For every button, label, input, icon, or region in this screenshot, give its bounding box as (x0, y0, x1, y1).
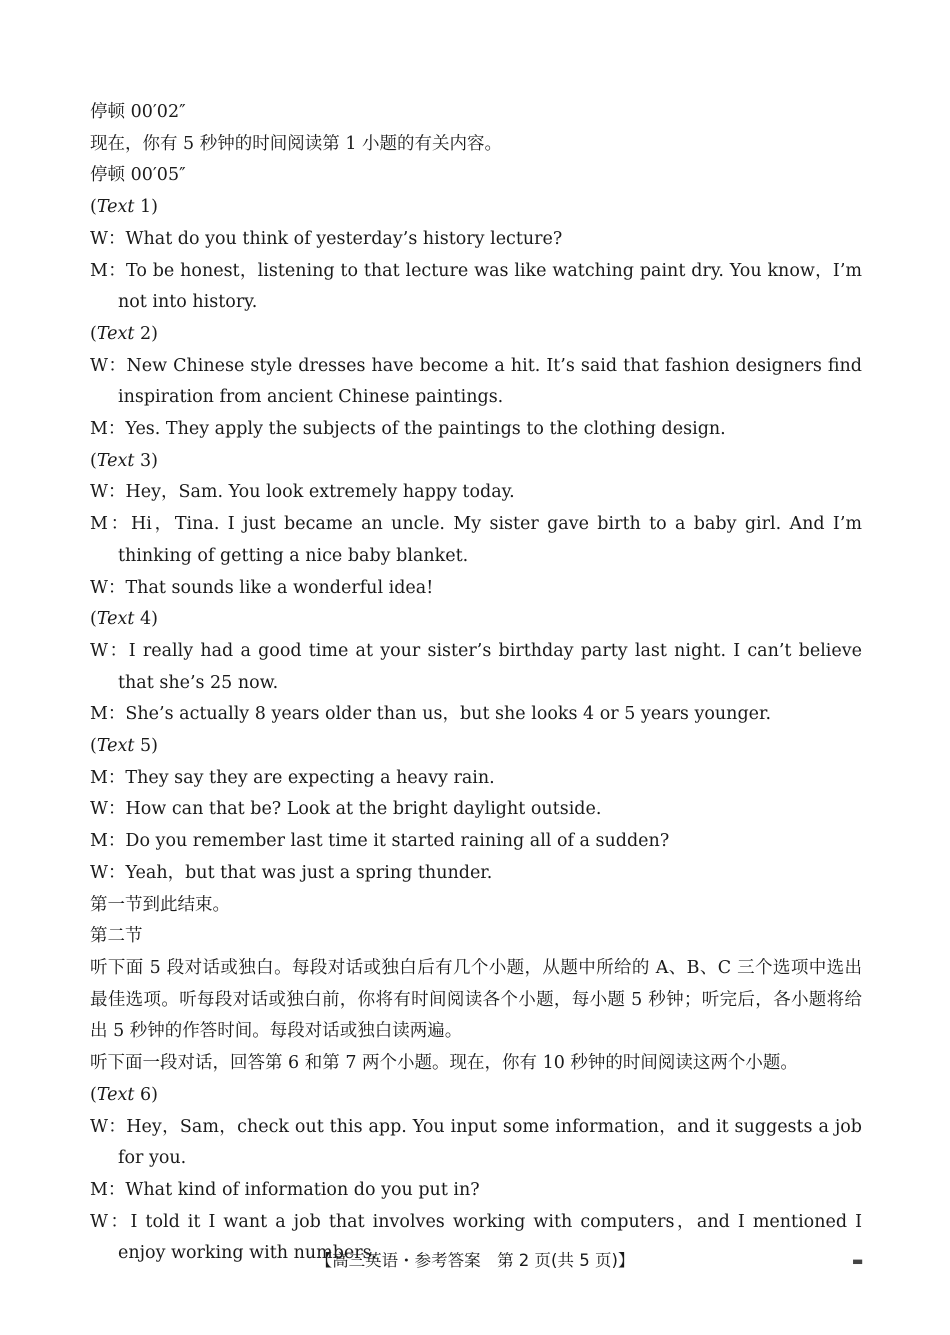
speaker-label: W： (90, 577, 126, 598)
dialogue-text: Yeah，but that was just a spring thunder. (125, 862, 493, 883)
speaker-label: W： (90, 862, 126, 883)
text-line: 第一节到此结束。 (90, 894, 230, 915)
label-word: Text (96, 1084, 135, 1105)
dialogue-text: Hey，Sam. You look extremely happy today. (125, 482, 515, 503)
dialogue-text: They say they are expecting a heavy rain. (125, 767, 495, 788)
speaker-label: M： (90, 704, 126, 725)
dialogue-line (90, 224, 862, 256)
label-open-paren: ( (90, 609, 97, 630)
dialogue-text: What kind of information do you put in? (125, 1179, 480, 1200)
text-line: 现在，你有 5 秒钟的时间阅读第 1 小题的有关内容。 (90, 133, 503, 154)
dialogue-text: Do you remember last time it started raining all of a sudden? (125, 831, 670, 852)
speaker-label: W： (90, 799, 126, 820)
text-section-label (90, 604, 862, 636)
label-open-paren: ( (90, 1084, 97, 1105)
label-open-paren: ( (90, 323, 97, 344)
dialogue-line (90, 573, 862, 605)
text-section-label (90, 1080, 862, 1112)
speaker-label: M： (90, 767, 126, 788)
dialogue-text: To be honest，listening to that lecture was like watching paint dry. You know，I’m not into history. (118, 260, 863, 313)
label-number: 2) (134, 323, 158, 344)
speaker-label: W： (90, 1116, 127, 1137)
label-open-paren: ( (90, 450, 97, 471)
speaker-label: W： (90, 355, 127, 376)
dialogue-line (90, 699, 862, 731)
dialogue-line (90, 763, 862, 795)
dialogue-text: How can that be? Look at the bright daylight outside. (125, 799, 602, 820)
speaker-label: M： (90, 260, 127, 281)
label-word: Text (96, 323, 135, 344)
dialogue-text: I told it I want a job that involves working with computers，and I mentioned I enjoy working with numbers. (118, 1211, 862, 1264)
text-section-label (90, 192, 862, 224)
label-word: Text (96, 609, 135, 630)
dialogue-text: New Chinese style dresses have become a hit. It’s said that fashion designers find inspiration from ancient Chinese paintings. (118, 355, 862, 408)
dialogue-text: That sounds like a wonderful idea! (125, 577, 434, 598)
speaker-label: M： (90, 514, 131, 535)
dialogue-line (90, 826, 862, 858)
dialogue-text: I really had a good time at your sister’s birthday party last night. I can’t believe that she’s 25 now. (118, 640, 862, 693)
dialogue-line (90, 636, 862, 699)
label-number: 5) (134, 736, 158, 757)
dialogue-line (90, 256, 862, 319)
label-word: Text (96, 736, 135, 757)
dialogue-line (90, 858, 862, 890)
document-body (90, 97, 862, 1270)
label-number: 6) (134, 1084, 158, 1105)
dialogue-text: Hi，Tina. I just became an uncle. My sister gave birth to a baby girl. And I’m thinking of getting a nice baby blanket. (118, 514, 863, 566)
page-footer: 【高三英语・参考答案 第 2 页(共 5 页)】 (315, 1251, 635, 1270)
dialogue-text: Yes. They apply the subjects of the paintings to the clothing design. (125, 419, 726, 440)
dialogue-line (90, 1112, 862, 1175)
text-section-label (90, 319, 862, 351)
corner-mark: ▬ (852, 1254, 864, 1268)
text-section-label (90, 731, 862, 763)
label-open-paren: ( (90, 736, 97, 757)
speaker-label: W： (90, 482, 126, 503)
label-number: 3) (134, 450, 158, 471)
speaker-label: M： (90, 419, 126, 440)
speaker-label: M： (90, 1179, 126, 1200)
dialogue-line (90, 477, 862, 509)
label-word: Text (96, 197, 135, 218)
speaker-label: W： (90, 1211, 131, 1232)
text-line: 停顿 00′02″ (90, 102, 186, 122)
dialogue-text: She’s actually 8 years older than us，but she looks 4 or 5 years younger. (125, 704, 772, 725)
label-word: Text (96, 450, 135, 471)
dialogue-line (90, 794, 862, 826)
label-number: 4) (134, 609, 158, 630)
speaker-label: M： (90, 831, 126, 852)
dialogue-text: Hey，Sam，check out this app. You input some information，and it suggests a job for you. (118, 1116, 862, 1169)
dialogue-line (90, 509, 862, 572)
dialogue-line (90, 1175, 862, 1207)
text-line: 第二节 (90, 926, 143, 947)
dialogue-line (90, 414, 862, 446)
label-open-paren: ( (90, 197, 97, 218)
speaker-label: W： (90, 228, 126, 249)
dialogue-text: What do you think of yesterday’s history lecture? (125, 228, 563, 249)
text-line: 听下面一段对话，回答第 6 和第 7 两个小题。现在，你有 10 秒钟的时间阅读这两个小题。 (90, 1053, 798, 1074)
text-line: 停顿 00′05″ (90, 165, 186, 186)
instruction-paragraph: 听下面 5 段对话或独白。每段对话或独白后有几个小题，从题中所给的 A、B、C 三个选项中选出最佳选项。听每段对话或独白前，你将有时间阅读各个小题，每小题 5 秒钟；听完后，各小题将给出 5 秒钟的作答时间。每段对话或独白读两遍。 (90, 957, 862, 1042)
speaker-label: W： (90, 640, 129, 661)
text-section-label (90, 446, 862, 478)
dialogue-line (90, 351, 862, 414)
label-number: 1) (134, 197, 158, 218)
